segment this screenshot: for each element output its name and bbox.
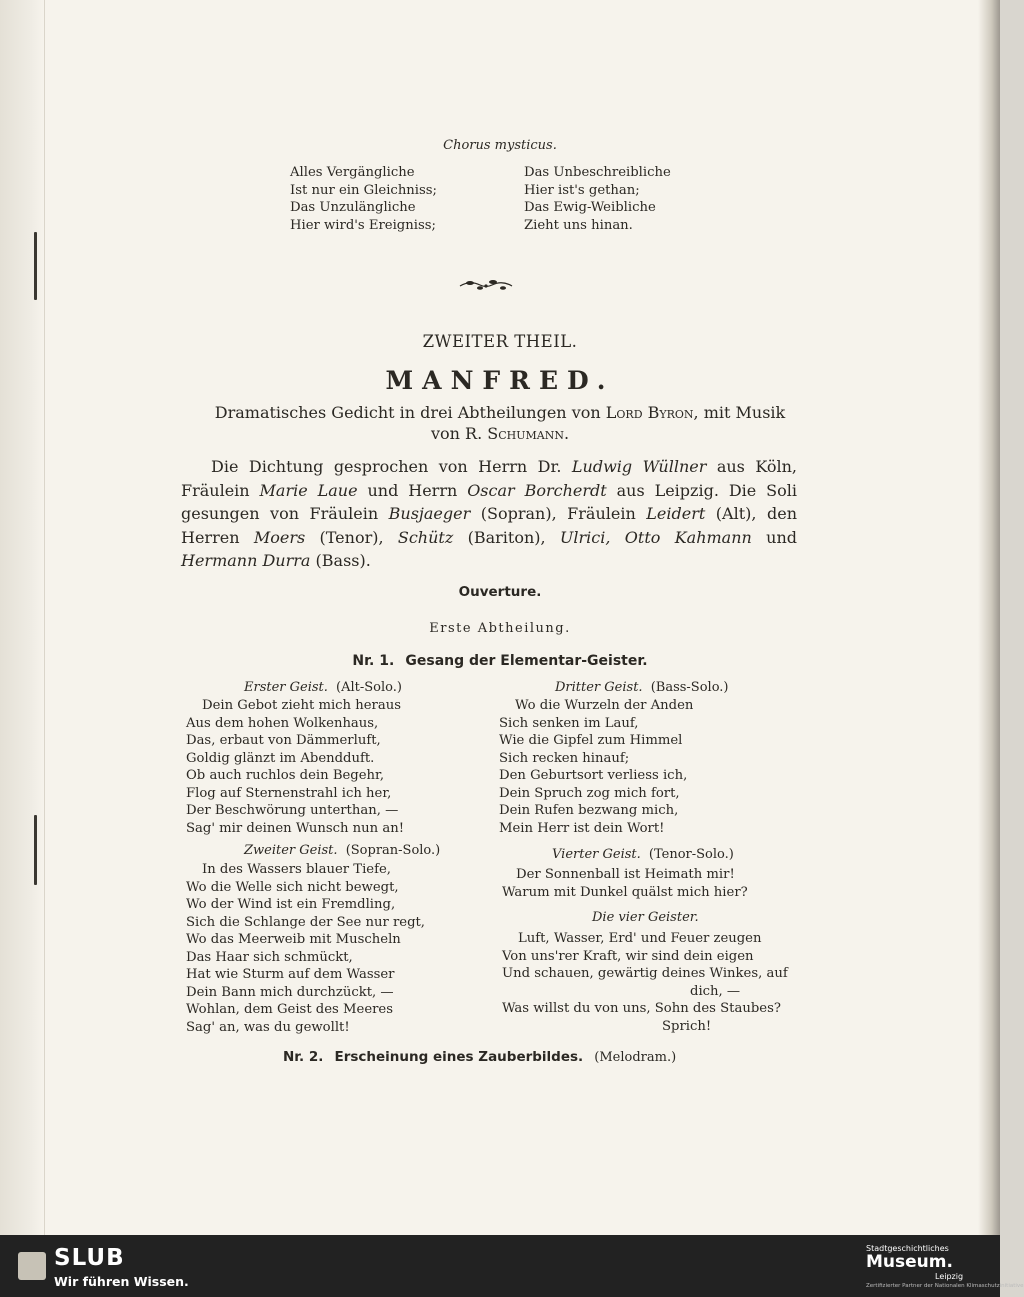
intro-text: aus Köln, Fräulein [181,457,798,500]
spirit-name: Dritter Geist. [555,680,643,695]
nr1-number: Nr. 1. [352,653,395,669]
binding-stitch [34,232,37,300]
spirit-name: Zweiter Geist. [244,843,338,858]
museum-city: Leipzig [935,1272,964,1281]
performer-name: Moers [253,527,306,547]
voice-type: (Sopran-Solo.) [345,843,441,858]
performer-name: Hermann Durra [181,551,311,570]
part-heading: ZWEITER THEIL. [422,332,578,351]
work-title: MANFRED. [385,366,615,395]
subtitle-text: , mit Musik [693,403,786,422]
intro-text: und [751,527,798,547]
binding-stitch [34,815,37,885]
intro-text: (Alt), den Herren [181,504,797,547]
fourth-spirit-header [552,847,734,862]
ornament-vignette [456,277,516,293]
first-spirit-header [244,680,402,695]
verse-line: Luft, Wasser, Erd' und Feuer zeugen [518,931,762,946]
composer-name: Schumann [487,424,564,443]
museum-logo[interactable]: Museum. [866,1252,953,1272]
first-spirit-verse: Dein Gebot zieht mich heraus Aus dem hohen Wolkenhaus, Das, erbaut von Dämmerluft, Goldig glänzt im Abendduft. Ob auch ruchlos dein Begehr, Flog auf Sternenstrahl ich her, Der Beschwörung unterthan, — Sag' mir deinen Wunsch nun an! [186,698,404,836]
performer-name: Schütz [397,527,454,547]
page-edge [978,0,1000,1235]
nr2-heading [283,1046,676,1065]
binding-gutter [0,0,45,1235]
verse-line: Sprich! [662,1018,712,1034]
performer-name: Leidert [646,504,706,523]
intro-text: (Bass). [310,551,371,570]
spirit-name: Erster Geist. [244,680,328,695]
second-spirit-header [244,843,440,858]
voice-type: (Tenor-Solo.) [648,847,734,862]
verse-line: Von uns'rer Kraft, wir sind dein eigen [502,948,754,964]
subtitle-text: von R. [430,424,483,443]
chorus-left-stanza: Alles Vergängliche Ist nur ein Gleichniss; Das Unzulängliche Hier wird's Ereigniss; [290,165,438,233]
slub-slogan: Wir führen Wissen. [54,1274,189,1289]
performer-name: Ludwig Wüllner [571,457,707,476]
museum-label: Stadtgeschichtliches [866,1244,949,1253]
intro-text: Die Dichtung gesprochen von Herrn Dr. [211,457,572,476]
nr1-heading [240,650,760,669]
voice-type: (Alt-Solo.) [336,680,402,695]
nr2-number: Nr. 2. [283,1049,324,1065]
performer-name: Ulrici, Otto Kahmann [559,527,752,547]
fourth-spirit-verse: Der Sonnenball ist Heimath mir! Warum mit Dunkel quälst mich hier? [502,867,748,900]
four-spirits-verse [502,930,798,1035]
second-spirit-verse: In des Wassers blauer Tiefe, Wo die Welle sich nicht bewegt, Wo der Wind ist ein Fremdling, Sich die Schlange der See nur regt, Wo das Meerweib mit Muscheln Das Haar sich schmückt, Hat wie Sturm auf dem Wasser Dein Bann mich durchzückt, — Wohlan, dem Geist des Meeres Sag' an, was du gewollt! [186,862,426,1035]
intro-text: (Tenor), [305,527,398,547]
chorus-right-stanza: Das Unbeschreibliche Hier ist's gethan; Das Ewig-Weibliche Zieht uns hinan. [524,165,671,233]
subtitle-text: Dramatisches Gedicht in drei Abtheilungen von [214,403,601,422]
museum-partner-note: Zertifizierter Partner der Nationalen Klimaschutzinitiative [866,1283,1024,1289]
slub-logo-icon [18,1252,46,1280]
ouverture-heading: Ouverture. [458,584,542,600]
nr2-note: (Melodram.) [594,1050,677,1065]
four-spirits-header: Die vier Geister. [592,910,699,925]
nr1-title: Gesang der Elementar-Geister. [405,653,648,669]
intro-text: und Herrn [357,480,468,500]
performer-name: Oscar Borcherdt [467,480,607,500]
intro-text: (Bariton), [453,527,560,547]
author-name: Lord Byron [605,403,694,422]
section-heading: Erste Abtheilung. [429,621,571,636]
chorus-title: Chorus mysticus. [443,138,557,153]
intro-text: (Sopran), Fräulein [470,504,647,523]
work-subtitle [160,402,840,444]
verse-line: dich, — [690,983,741,999]
third-spirit-verse: Wo die Wurzeln der Anden Sich senken im Lauf, Wie die Gipfel zum Himmel Sich recken hinauf; Den Geburtsort verliess ich, Dein Spruch zog mich fort, Dein Rufen bezwang mich, Mein Herr ist dein Wort! [499,698,694,836]
performers-paragraph [181,455,797,573]
performer-name: Busjaeger [388,504,471,523]
nr2-title: Erscheinung eines Zauberbildes. [334,1049,584,1065]
voice-type: (Bass-Solo.) [650,680,729,695]
verse-line: Und schauen, gewärtig deines Winkes, auf [502,966,788,981]
slub-brand[interactable]: SLUB [54,1245,125,1271]
spirit-name: Vierter Geist. [552,847,641,862]
intro-text: aus Leipzig. Die Soli gesungen von Fräulein [181,480,797,523]
footer-bar [0,1235,1024,1297]
subtitle-text: . [563,424,570,443]
third-spirit-header [555,680,729,695]
performer-name: Marie Laue [259,480,358,500]
verse-line: Was willst du von uns, Sohn des Staubes? [502,1001,781,1016]
